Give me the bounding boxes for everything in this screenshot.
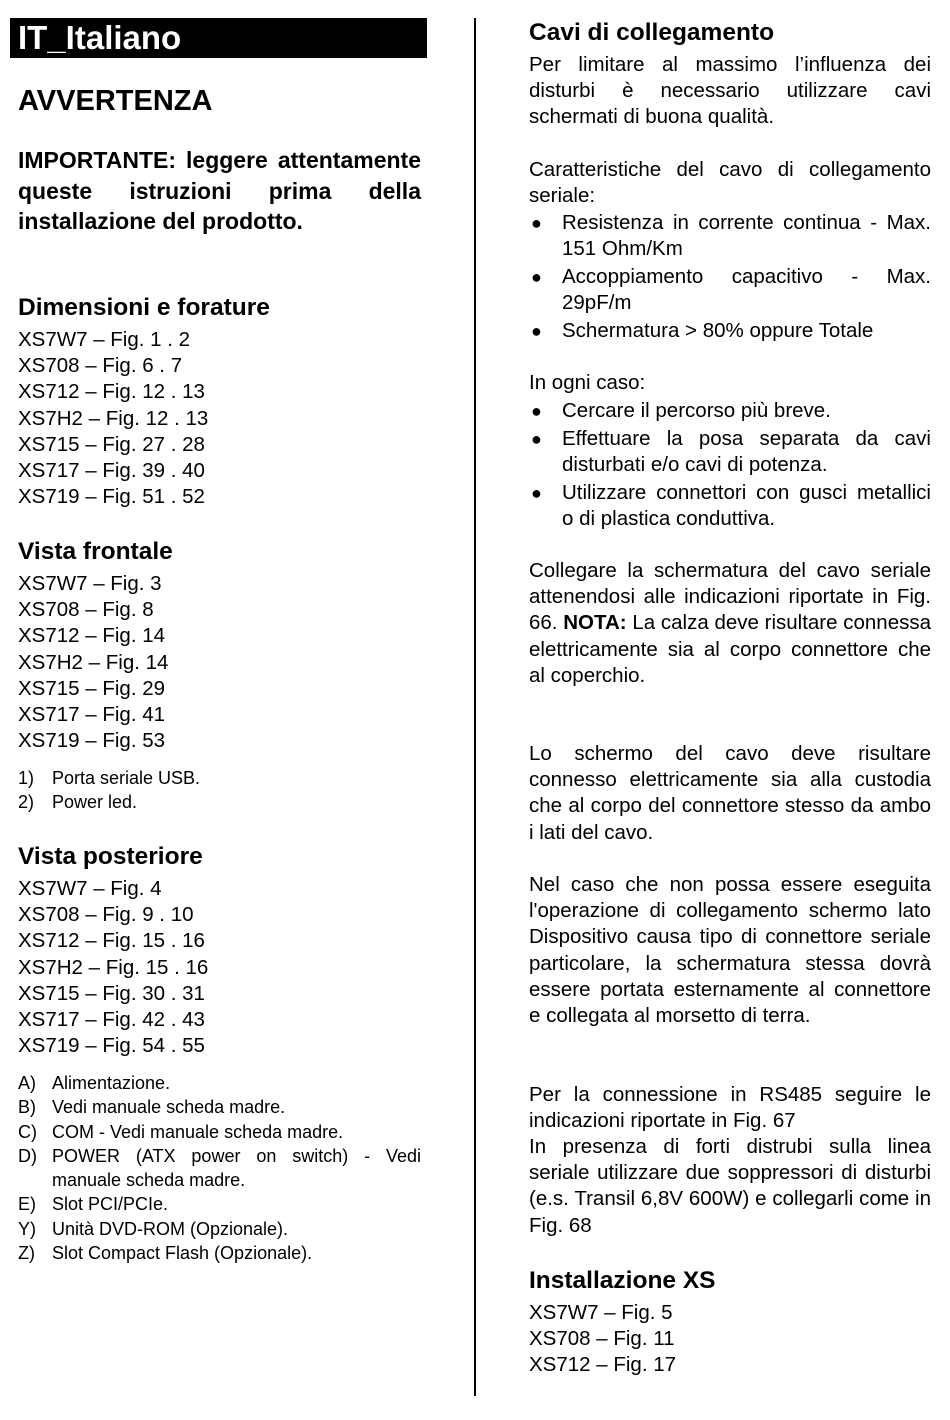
legend-marker: A) xyxy=(18,1073,36,1093)
note-label: NOTA: xyxy=(563,611,627,635)
note-text: La calza deve risultare connessa elettricamente sia al corpo connettore che al coperchio. xyxy=(529,611,932,687)
list-item xyxy=(529,318,931,344)
list-item-text: Schermatura > 80% oppure Totale xyxy=(562,318,874,342)
legend-item xyxy=(18,1071,421,1095)
cables-intro: Per limitare al massimo l’influenza dei disturbi è necessario utilizzare cavi schermati di buona qualità. xyxy=(529,53,931,129)
legend-marker: Y) xyxy=(18,1218,36,1239)
installation-title: Installazione XS xyxy=(529,1267,716,1294)
list-item xyxy=(529,426,931,478)
list-item: XS7H2 – Fig. 14 xyxy=(18,650,169,674)
legend-item xyxy=(18,1217,421,1241)
legend-item xyxy=(18,1120,421,1144)
list-item: XS712 – Fig. 15 . 16 xyxy=(18,929,205,953)
list-item-text: Effettuare la posa separata da cavi disturbati e/o cavi di potenza. xyxy=(562,426,931,476)
list-item: XS7W7 – Fig. 1 . 2 xyxy=(18,328,191,351)
serial-features-label: Caratteristiche del cavo di collegamento seriale: xyxy=(529,158,931,208)
list-item: XS7H2 – Fig. 12 . 13 xyxy=(18,406,209,430)
legend-marker: 2) xyxy=(18,792,35,813)
in-any-case-label: In ogni caso: xyxy=(529,371,646,394)
bullet-icon: ● xyxy=(531,428,542,449)
legend-item xyxy=(18,766,421,790)
list-item: XS715 – Fig. 29 xyxy=(18,676,166,700)
connect-paragraph xyxy=(529,558,931,689)
rear-view-title: Vista posteriore xyxy=(18,843,203,870)
dimensions-title: Dimensioni e forature xyxy=(18,294,270,321)
list-item: XS712 – Fig. 17 xyxy=(529,1353,677,1377)
front-view-title: Vista frontale xyxy=(18,538,173,565)
legend-text: Slot PCI/PCIe. xyxy=(52,1194,169,1215)
legend-item xyxy=(18,1192,421,1216)
list-item xyxy=(529,210,931,262)
legend-text: Power led. xyxy=(52,792,138,813)
screen-paragraph: Lo schermo del cavo deve risultare connesso elettricamente sia alla custodia che al corpo del connettore stesso da ambo i lati del cavo. xyxy=(529,742,931,844)
list-item: XS717 – Fig. 39 . 40 xyxy=(18,459,205,483)
bullet-icon: ● xyxy=(531,401,542,421)
important-notice xyxy=(18,145,421,237)
bullet-icon: ● xyxy=(531,266,542,287)
legend-text: COM - Vedi manuale scheda madre. xyxy=(52,1121,344,1142)
important-text: leggere attentamente queste istruzioni prima della installazione del prodotto. xyxy=(18,147,421,234)
legend-text: Vedi manuale scheda madre. xyxy=(52,1097,286,1118)
legend-item xyxy=(18,1241,421,1265)
front-view-legend xyxy=(18,766,421,815)
case-paragraph: Nel caso che non possa essere eseguita l'operazione di collegamento schermo lato Dispositivo causa tipo di connettore seriale particolare, la schermatura stessa dovrà essere portata esternamente al connettore e collegata al morsetto di terra. xyxy=(529,873,931,1028)
list-item: XS708 – Fig. 11 xyxy=(529,1327,675,1351)
bullet-icon: ● xyxy=(531,213,542,233)
list-item: XS708 – Fig. 8 xyxy=(18,598,154,622)
in-any-case-list xyxy=(529,398,931,534)
list-item-text: Utilizzare connettori con gusci metallici o di plastica conduttiva. xyxy=(562,480,931,530)
legend-marker: E) xyxy=(18,1194,36,1215)
legend-item xyxy=(18,1144,421,1193)
list-item: XS715 – Fig. 30 . 31 xyxy=(18,981,205,1005)
disturbances-paragraph: In presenza di forti distrubi sulla linea seriale utilizzare due soppressori di disturbi (e.s. Transil 6,8V 600W) e collegarli come in Fig. 68 xyxy=(529,1135,931,1237)
list-item xyxy=(529,398,931,424)
legend-marker: 1) xyxy=(18,768,35,788)
cables-title: Cavi di collegamento xyxy=(529,19,775,46)
bullet-icon: ● xyxy=(531,320,542,341)
connect-text: Collegare la schermatura del cavo seriale attenendosi alle indicazioni riportate in Fig. 66. xyxy=(529,559,931,635)
list-item-text: Accoppiamento capacitivo - Max. 29pF/m xyxy=(562,264,931,315)
list-item-text: Cercare il percorso più breve. xyxy=(562,399,831,422)
list-item: XS708 – Fig. 9 . 10 xyxy=(18,903,194,927)
list-item: XS715 – Fig. 27 . 28 xyxy=(18,432,205,456)
list-item: XS719 – Fig. 51 . 52 xyxy=(18,485,205,509)
language-header: IT_Italiano xyxy=(10,18,427,58)
legend-text: POWER (ATX power on switch) - Vedi manuale scheda madre. xyxy=(52,1145,421,1191)
list-item: XS7W7 – Fig. 4 xyxy=(18,877,162,900)
bullet-icon: ● xyxy=(531,482,542,503)
installation-list xyxy=(529,1300,676,1379)
important-label: IMPORTANTE: xyxy=(18,147,177,173)
rear-view-legend xyxy=(18,1071,421,1265)
list-item: XS719 – Fig. 54 . 55 xyxy=(18,1034,205,1058)
legend-text: Slot Compact Flash (Opzionale). xyxy=(52,1243,313,1264)
serial-features-list xyxy=(529,210,931,346)
list-item xyxy=(529,264,931,316)
list-item: XS717 – Fig. 42 . 43 xyxy=(18,1008,205,1032)
list-item: XS712 – Fig. 14 xyxy=(18,624,166,648)
legend-marker: Z) xyxy=(18,1243,35,1264)
front-view-list xyxy=(18,571,168,754)
dimensions-list xyxy=(18,327,208,510)
legend-item xyxy=(18,1095,421,1119)
legend-text: Alimentazione. xyxy=(52,1073,171,1093)
column-divider xyxy=(474,18,476,1396)
list-item: XS7H2 – Fig. 15 . 16 xyxy=(18,955,209,979)
list-item: XS708 – Fig. 6 . 7 xyxy=(18,354,183,378)
list-item: XS719 – Fig. 53 xyxy=(18,729,166,753)
list-item: XS717 – Fig. 41 xyxy=(18,703,166,727)
list-item: XS7W7 – Fig. 5 xyxy=(529,1301,673,1324)
legend-item xyxy=(18,790,421,814)
list-item: XS7W7 – Fig. 3 xyxy=(18,572,162,595)
list-item-text: Resistenza in corrente continua - Max. 151 Ohm/Km xyxy=(562,211,931,261)
legend-text: Porta seriale USB. xyxy=(52,768,201,788)
list-item xyxy=(529,480,931,532)
list-item: XS712 – Fig. 12 . 13 xyxy=(18,380,205,404)
legend-marker: C) xyxy=(18,1121,37,1142)
legend-marker: D) xyxy=(18,1145,37,1166)
warning-title: AVVERTENZA xyxy=(18,85,213,117)
legend-text: Unità DVD-ROM (Opzionale). xyxy=(52,1218,289,1239)
rear-view-list xyxy=(18,876,208,1059)
rs485-paragraph: Per la connessione in RS485 seguire le indicazioni riportate in Fig. 67 xyxy=(529,1083,931,1133)
legend-marker: B) xyxy=(18,1097,36,1118)
